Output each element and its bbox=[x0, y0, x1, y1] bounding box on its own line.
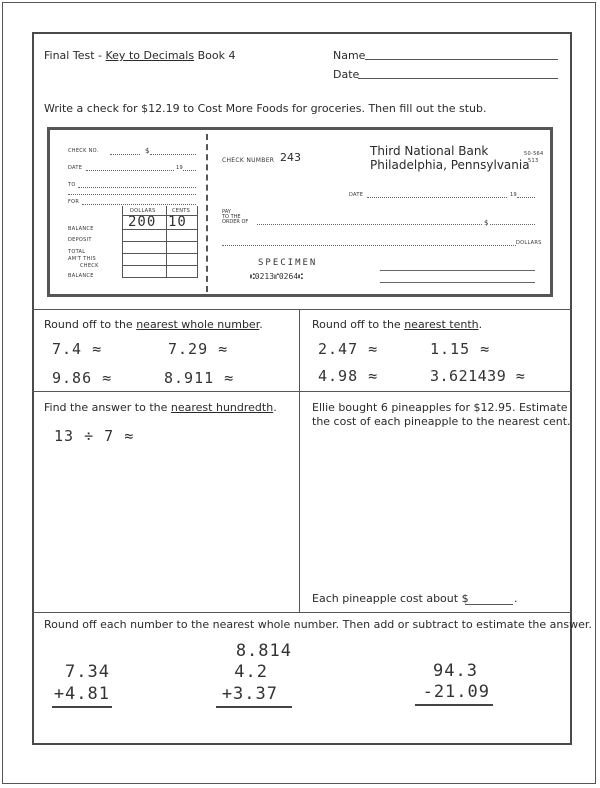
section-divider-vertical bbox=[299, 309, 300, 612]
round-tenth-instructions bbox=[312, 318, 482, 331]
round-whole-suffix: . bbox=[259, 318, 263, 331]
estimate-p2-answer-line bbox=[216, 706, 292, 708]
stub-for-label: FOR bbox=[68, 199, 80, 205]
stub-total-label: TOTAL bbox=[68, 249, 86, 255]
order-of-label: ORDER OF bbox=[222, 219, 249, 225]
stub-to-label: TO bbox=[68, 182, 76, 188]
name-label: Name bbox=[333, 49, 366, 62]
micr-line: ⑆0213⑈0264⑆ bbox=[250, 272, 303, 281]
stub-amt-label: AM'T THIS bbox=[68, 256, 96, 262]
estimate-p2-line: 4.2 bbox=[234, 662, 268, 682]
round-whole-emphasis: nearest whole number bbox=[136, 318, 260, 331]
date-label: Date bbox=[333, 68, 360, 81]
hundredth-suffix: . bbox=[273, 401, 277, 414]
pineapple-answer-suffix: . bbox=[514, 592, 518, 605]
check-dollar-sign: $ bbox=[484, 219, 489, 227]
worksheet-title bbox=[44, 49, 235, 62]
pay-label: PAY bbox=[222, 209, 231, 215]
round-whole-item: 7.29 ≈ bbox=[168, 340, 229, 358]
routing-top: 50-564 bbox=[524, 151, 544, 157]
specimen-label: SPECIMEN bbox=[258, 258, 318, 268]
check-number-label: CHECK NUMBER bbox=[222, 157, 275, 164]
estimate-p1-answer-line bbox=[52, 706, 112, 708]
round-tenth-item: 1.15 ≈ bbox=[430, 340, 491, 358]
round-tenth-item: 4.98 ≈ bbox=[318, 367, 379, 385]
check-perforation bbox=[206, 134, 208, 292]
check-date-label: DATE bbox=[349, 192, 364, 198]
hundredth-problem: 13 ÷ 7 ≈ bbox=[54, 427, 135, 445]
round-tenth-item: 2.47 ≈ bbox=[318, 340, 379, 358]
date-field[interactable] bbox=[358, 78, 558, 79]
round-whole-item: 7.4 ≈ bbox=[52, 340, 103, 358]
stub-balance2-label: BALANCE bbox=[68, 273, 94, 279]
estimate-p3-answer-line bbox=[415, 704, 493, 706]
section-divider-middle bbox=[32, 391, 572, 392]
check-dollars-label: DOLLARS bbox=[516, 240, 542, 246]
stub-check-no-label: CHECK NO. bbox=[68, 148, 99, 154]
book-number: Book 4 bbox=[197, 49, 236, 62]
stub-year-suffix: 19 bbox=[176, 165, 183, 171]
section-divider-top bbox=[32, 309, 572, 310]
check-year-suffix: 19 bbox=[510, 192, 517, 198]
title-text: Final Test bbox=[44, 49, 95, 62]
round-whole-item: 9.86 ≈ bbox=[52, 369, 113, 387]
estimate-p3-line: 94.3 bbox=[433, 661, 478, 681]
estimate-p2-line: +3.37 bbox=[221, 684, 278, 704]
check-number: 243 bbox=[280, 151, 301, 164]
estimate-p2-line: 8.814 bbox=[235, 641, 292, 661]
pineapple-answer-label: Each pineapple cost about $ bbox=[312, 592, 469, 605]
estimate-p1-line: +4.81 bbox=[53, 684, 110, 704]
bank-name: Third National Bank bbox=[370, 144, 489, 158]
routing-bottom: 513 bbox=[528, 158, 539, 164]
stub-ledger bbox=[122, 206, 198, 278]
stub-balance-label: BALANCE bbox=[68, 226, 94, 232]
stub-check-label: CHECK bbox=[80, 263, 99, 269]
stub-balance-dollars: 200 bbox=[128, 214, 157, 230]
section-divider-bottom bbox=[32, 612, 572, 613]
round-tenth-emphasis: nearest tenth bbox=[404, 318, 479, 331]
check bbox=[47, 127, 553, 297]
round-whole-instructions bbox=[44, 318, 263, 331]
stub-deposit-label: DEPOSIT bbox=[68, 237, 92, 243]
estimate-instructions: Round off each number to the nearest whole number. Then add or subtract to estimate the answer. bbox=[44, 618, 592, 631]
hundredth-instructions bbox=[44, 401, 277, 414]
title-dash: - bbox=[98, 49, 102, 62]
estimate-p3-line: -21.09 bbox=[422, 682, 490, 702]
stub-cents-label: CENTS bbox=[172, 208, 191, 214]
stub-dollars-label: DOLLARS bbox=[130, 208, 156, 214]
pineapple-line-1: Ellie bought 6 pineapples for $12.95. Estimate bbox=[312, 401, 568, 414]
stub-date-label: DATE bbox=[68, 165, 83, 171]
book-title: Key to Decimals bbox=[105, 49, 195, 62]
hundredth-emphasis: nearest hundredth bbox=[170, 401, 274, 414]
bank-city: Philadelphia, Pennsylvania bbox=[370, 158, 530, 172]
pay-to-order-of bbox=[222, 210, 248, 225]
to-the-label: TO THE bbox=[222, 214, 241, 220]
round-tenth-prefix: Round off to the bbox=[312, 318, 401, 331]
stub-dollar-sign: $ bbox=[145, 147, 150, 155]
hundredth-prefix: Find the answer to the bbox=[44, 401, 168, 414]
round-tenth-suffix: . bbox=[478, 318, 483, 331]
pineapple-answer-field[interactable] bbox=[465, 604, 513, 605]
check-instructions: Write a check for $12.19 to Cost More Foods for groceries. Then fill out the stub. bbox=[44, 102, 487, 115]
round-whole-prefix: Round off to the bbox=[44, 318, 133, 331]
estimate-p1-line: 7.34 bbox=[65, 662, 110, 682]
stub-balance-cents: 10 bbox=[168, 214, 187, 230]
round-whole-item: 8.911 ≈ bbox=[164, 369, 235, 387]
round-tenth-item: 3.621439 ≈ bbox=[430, 367, 526, 385]
pineapple-line-2: the cost of each pineapple to the nearest cent. bbox=[312, 415, 571, 428]
name-field[interactable] bbox=[365, 59, 558, 60]
